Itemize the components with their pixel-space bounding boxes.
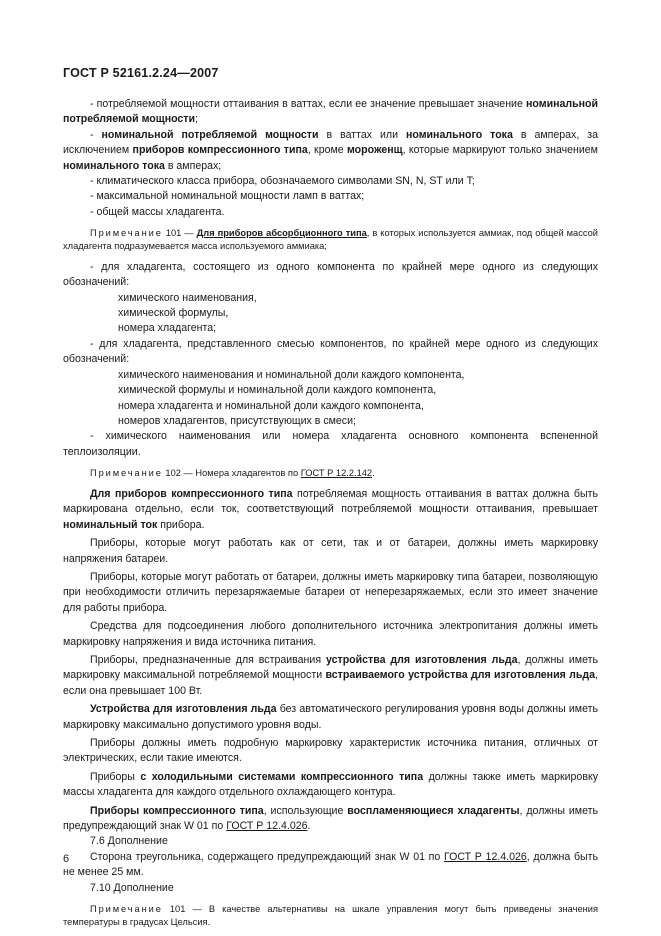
term: Для приборов компрессионного типа xyxy=(90,487,293,500)
text: , если она превышает 100 Вт. xyxy=(63,669,598,697)
paragraph: - общей массы хладагента. xyxy=(90,205,225,218)
text: должны также иметь маркировку массы хладагента для каждого отдельного охлаждающего контура. xyxy=(63,770,598,799)
term: воспламеняющиеся хладагенты xyxy=(347,804,520,817)
term: Приборы компрессионного типа xyxy=(90,804,264,817)
text: ; xyxy=(195,113,198,126)
standard-link[interactable]: ГОСТ Р 12.4.026 xyxy=(443,850,527,863)
text: прибора. xyxy=(157,518,205,531)
text: 101 — xyxy=(162,228,197,239)
text: , должны иметь предупреждающий знак W 01 по xyxy=(63,804,598,833)
list-item: номеров хладагентов, присутствующих в смеси; xyxy=(118,414,356,427)
term: устройства для изготовления льда xyxy=(326,653,518,666)
text: , должна быть не менее 25 мм. xyxy=(63,850,598,879)
text: , которые маркируют только значением xyxy=(402,144,598,157)
term: приборов компрессионного типа xyxy=(132,144,308,157)
note xyxy=(63,227,598,253)
paragraph: - для хладагента, представленного смесью компонентов, по крайней мере одного из следующих обозначений: xyxy=(63,337,598,366)
term: встраиваемого устройства для изготовления льда xyxy=(325,669,596,682)
text: - xyxy=(90,128,102,141)
paragraph xyxy=(63,487,598,533)
text: в ваттах или xyxy=(318,128,406,141)
text: Приборы xyxy=(90,770,141,783)
term: номинальной потребляемой мощности xyxy=(63,98,598,126)
paragraph xyxy=(63,702,598,733)
list-item: химической формулы, xyxy=(118,307,229,320)
paragraph: Средства для подсоединения любого дополнительного источника электропитания должны иметь маркировку напряжения и вида источника питания. xyxy=(63,620,598,648)
paragraph xyxy=(63,804,598,835)
text: . xyxy=(372,468,375,479)
term: номинальный ток xyxy=(63,518,158,531)
list-item: химического наименования, xyxy=(118,291,257,304)
list-item: номера хладагента; xyxy=(118,322,217,335)
note xyxy=(63,467,598,480)
text: потребляемая мощность оттаивания в ваттах должна быть маркирована отдельно, если ток, соответствующий потребляемой мощности оттаивания, превышает xyxy=(63,487,598,516)
term: мороженщ xyxy=(346,144,403,157)
text: - потребляемой мощности оттаивания в ваттах, если ее значение превышает значение xyxy=(90,98,526,110)
note-label: Примечание xyxy=(90,228,163,239)
paragraph xyxy=(63,128,598,174)
paragraph xyxy=(63,850,598,881)
document-header: ГОСТ Р 52161.2.24—2007 xyxy=(63,66,219,80)
term: номинального тока xyxy=(63,159,165,172)
paragraph: - максимальной номинальной мощности ламп в ваттах; xyxy=(90,190,365,203)
text: 102 — Номера хладагентов по xyxy=(162,468,301,479)
text: в амперах; xyxy=(164,159,222,172)
term: Устройства для изготовления льда xyxy=(90,703,277,716)
note xyxy=(63,903,598,929)
paragraph: Приборы должны иметь подробную маркировку характеристик источника питания, отличных от электрических, если такие имеются. xyxy=(63,737,598,765)
list-item: химического наименования и номинальной доли каждого компонента, xyxy=(118,368,465,381)
term: номинальной потребляемой мощности xyxy=(101,128,319,141)
list-item: номера хладагента и номинальной доли каждого компонента, xyxy=(118,399,424,412)
list-item: химической формулы и номинальной доли каждого компонента, xyxy=(118,384,437,397)
section-heading: 7.6 Дополнение xyxy=(90,835,168,848)
paragraph xyxy=(63,97,598,128)
paragraph: Приборы, которые могут работать от батареи, должны иметь маркировку типа батареи, позволяющую при необходимости отличить перезаряжаемые батареи от неперезаряжаемых, если это имеет значение для работы прибора. xyxy=(63,570,598,614)
note-label: Примечание xyxy=(90,468,163,479)
text: 101 — В качестве альтернативы на шкале управления могут быть приведены значения температуры в градусах Цельсия. xyxy=(63,904,598,927)
paragraph: - для хладагента, состоящего из одного компонента по крайней мере одного из следующих обозначений: xyxy=(63,260,598,289)
text: . xyxy=(307,820,311,833)
text: , должны иметь маркировку максимальной потребляемой мощности xyxy=(63,653,599,682)
paragraph: Приборы, которые могут работать как от сети, так и от батареи, должны иметь маркировку напряжения батареи. xyxy=(63,537,598,565)
text: , в которых используется аммиак, под общей массой хладагента подразумевается масса используемого аммиака; xyxy=(63,228,598,252)
text: , кроме xyxy=(307,144,347,157)
note-label: Примечание xyxy=(90,904,163,915)
text: Приборы, предназначенные для встраивания xyxy=(90,653,326,666)
text: , использующие xyxy=(263,804,348,817)
document-body xyxy=(63,97,598,936)
standard-link[interactable]: ГОСТ Р 12.2.142 xyxy=(300,468,373,479)
paragraph: - химического наименования или номера хладагента основного компонента вспененной теплоизоляции. xyxy=(63,430,598,458)
term: номинального тока xyxy=(405,128,513,141)
text: Сторона треугольника, содержащего предупреждающий знак W 01 по xyxy=(90,850,444,863)
term: Для приборов абсорбционного типа xyxy=(196,228,367,239)
text: в амперах, за исключением xyxy=(63,128,598,157)
paragraph xyxy=(63,770,598,801)
paragraph: - климатического класса прибора, обозначаемого символами SN, N, ST или T; xyxy=(90,175,475,188)
standard-link[interactable]: ГОСТ Р 12.4.026 xyxy=(226,820,308,833)
page-number: 6 xyxy=(63,853,70,865)
term: с холодильными системами компрессионного типа xyxy=(140,770,424,783)
section-heading: 7.10 Дополнение xyxy=(90,881,174,894)
text: без автоматического регулирования уровня воды должны иметь маркировку максимально допустимого уровня воды. xyxy=(63,703,598,731)
paragraph xyxy=(63,653,598,699)
